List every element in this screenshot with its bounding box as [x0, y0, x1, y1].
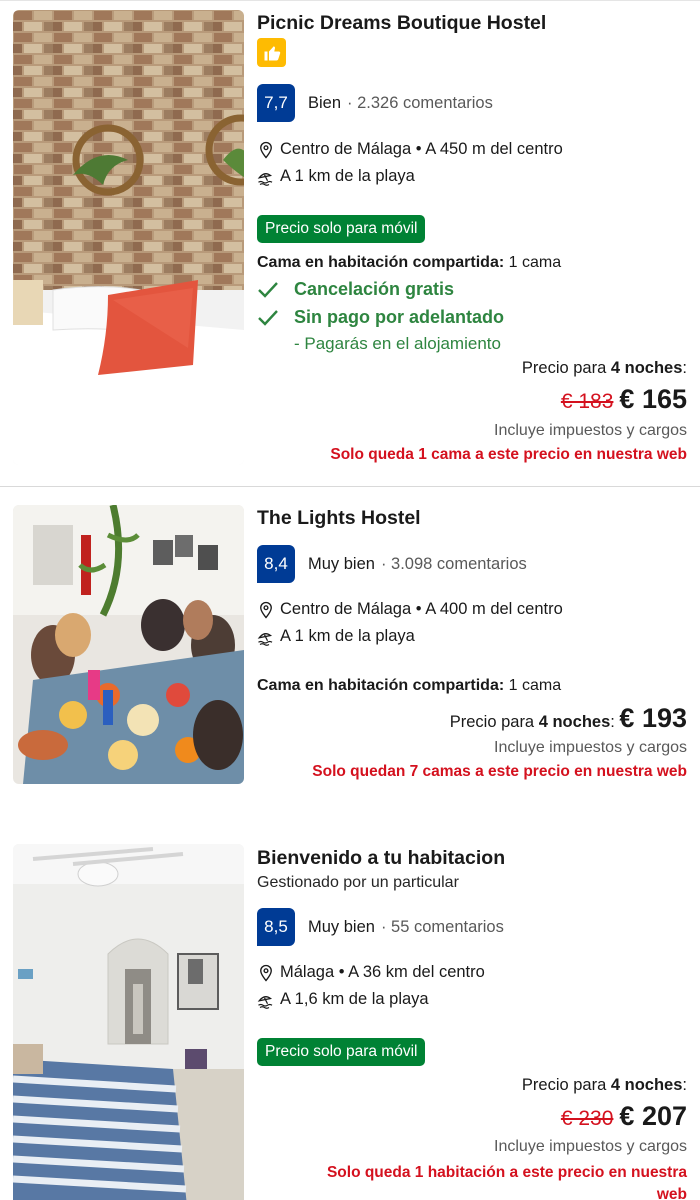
current-price: € 193 — [619, 703, 687, 733]
review-score-word: Muy bien — [308, 917, 375, 936]
beach-row — [257, 167, 415, 186]
beach-icon — [257, 168, 275, 186]
room-type — [257, 254, 561, 272]
location-row — [257, 140, 563, 159]
room-beds: 1 cama — [508, 677, 562, 694]
property-photo[interactable] — [13, 10, 244, 465]
beach-distance: A 1 km de la playa — [280, 167, 415, 185]
property-photo[interactable] — [13, 505, 244, 784]
managed-by-text: Gestionado por un particular — [257, 874, 459, 891]
location-row — [257, 963, 485, 982]
hostel-dinner-image — [13, 505, 244, 784]
price-for-text: Precio para — [521, 359, 607, 377]
no-prepayment-row — [257, 307, 504, 328]
property-info — [257, 828, 687, 1200]
price-label: Precio para 4 noches: — [521, 1076, 687, 1094]
free-cancellation-text: Cancelación gratis — [294, 279, 455, 299]
location-row — [257, 600, 563, 619]
review-score-badge: 8,5 — [257, 908, 295, 946]
nights-count: 4 noches — [610, 359, 683, 377]
current-price: € 165 — [619, 384, 687, 414]
nights-count: 4 noches — [610, 1076, 683, 1094]
price-for-text: Precio para — [449, 713, 535, 731]
room-beds: 1 cama — [508, 254, 562, 271]
beach-row — [257, 990, 429, 1009]
review-score-word: Bien — [308, 93, 342, 112]
original-price: € 230 — [560, 1107, 614, 1130]
checkmark-icon — [257, 309, 279, 327]
review-score-row[interactable] — [257, 908, 504, 946]
review-score-badge: 7,7 — [257, 84, 295, 122]
property-name[interactable]: Bienvenido a tu habitacion — [257, 847, 506, 869]
taxes-note: Incluye impuestos y cargos — [494, 422, 687, 439]
property-card[interactable] — [0, 487, 700, 817]
availability-note: Solo quedan 7 camas a este precio en nuestra web — [312, 763, 687, 780]
review-score-badge: 8,4 — [257, 545, 295, 583]
property-card[interactable] — [0, 828, 700, 1200]
no-prepayment-text: Sin pago por adelantado — [294, 307, 505, 327]
pay-at-property-text: - Pagarás en el alojamiento — [294, 334, 501, 353]
price-row — [561, 1101, 687, 1132]
price-for-text: Precio para — [521, 1076, 607, 1094]
review-score-word: Muy bien — [308, 554, 375, 573]
room-type-label: Cama en habitación compartida: — [257, 254, 505, 271]
review-count: · 55 comentarios — [380, 917, 504, 936]
beach-distance: A 1 km de la playa — [280, 627, 415, 645]
availability-line: web — [656, 1186, 687, 1200]
availability-note: Solo queda 1 cama a este precio en nuestra web — [330, 446, 687, 463]
room-type-label: Cama en habitación compartida: — [257, 677, 505, 694]
map-pin-icon — [257, 964, 275, 982]
room-type — [257, 677, 561, 695]
location-text[interactable]: Centro de Málaga • A 400 m del centro — [280, 600, 563, 618]
property-info — [257, 487, 687, 817]
property-name[interactable]: The Lights Hostel — [257, 507, 421, 529]
review-count: · 2.326 comentarios — [347, 93, 493, 112]
review-score-row[interactable] — [257, 545, 527, 583]
price-row — [450, 703, 687, 734]
property-card[interactable] — [0, 0, 700, 486]
property-photo[interactable] — [13, 844, 244, 1200]
price-label: Precio para 4 noches: — [521, 359, 687, 377]
mobile-price-badge: Precio solo para móvil — [257, 1038, 425, 1066]
property-name[interactable]: Picnic Dreams Boutique Hostel — [257, 12, 547, 34]
availability-line: Solo queda 1 habitación a este precio en nuestra — [326, 1164, 687, 1181]
hostel-room-image — [13, 10, 244, 465]
beach-icon — [257, 991, 275, 1009]
mobile-price-badge: Precio solo para móvil — [257, 215, 425, 243]
beach-distance: A 1,6 km de la playa — [280, 990, 429, 1008]
taxes-note: Incluye impuestos y cargos — [494, 1138, 687, 1155]
location-text[interactable]: Centro de Málaga • A 450 m del centro — [280, 140, 563, 158]
map-pin-icon — [257, 601, 275, 619]
availability-note — [327, 1162, 687, 1200]
price-row — [561, 384, 687, 415]
thumbs-up-icon — [257, 38, 286, 67]
current-price: € 207 — [619, 1101, 687, 1131]
bedroom-image — [13, 844, 244, 1200]
review-count: · 3.098 comentarios — [380, 554, 527, 573]
checkmark-icon — [257, 281, 279, 299]
beach-icon — [257, 628, 275, 646]
free-cancellation-row — [257, 279, 454, 300]
property-info — [257, 0, 687, 486]
taxes-note: Incluye impuestos y cargos — [494, 739, 687, 756]
original-price: € 183 — [560, 390, 614, 413]
location-text[interactable]: Málaga • A 36 km del centro — [280, 963, 485, 981]
price-label: Precio para 4 noches: — [449, 713, 620, 731]
map-pin-icon — [257, 141, 275, 159]
review-score-row[interactable] — [257, 84, 493, 122]
nights-count: 4 noches — [538, 713, 611, 731]
beach-row — [257, 627, 415, 646]
